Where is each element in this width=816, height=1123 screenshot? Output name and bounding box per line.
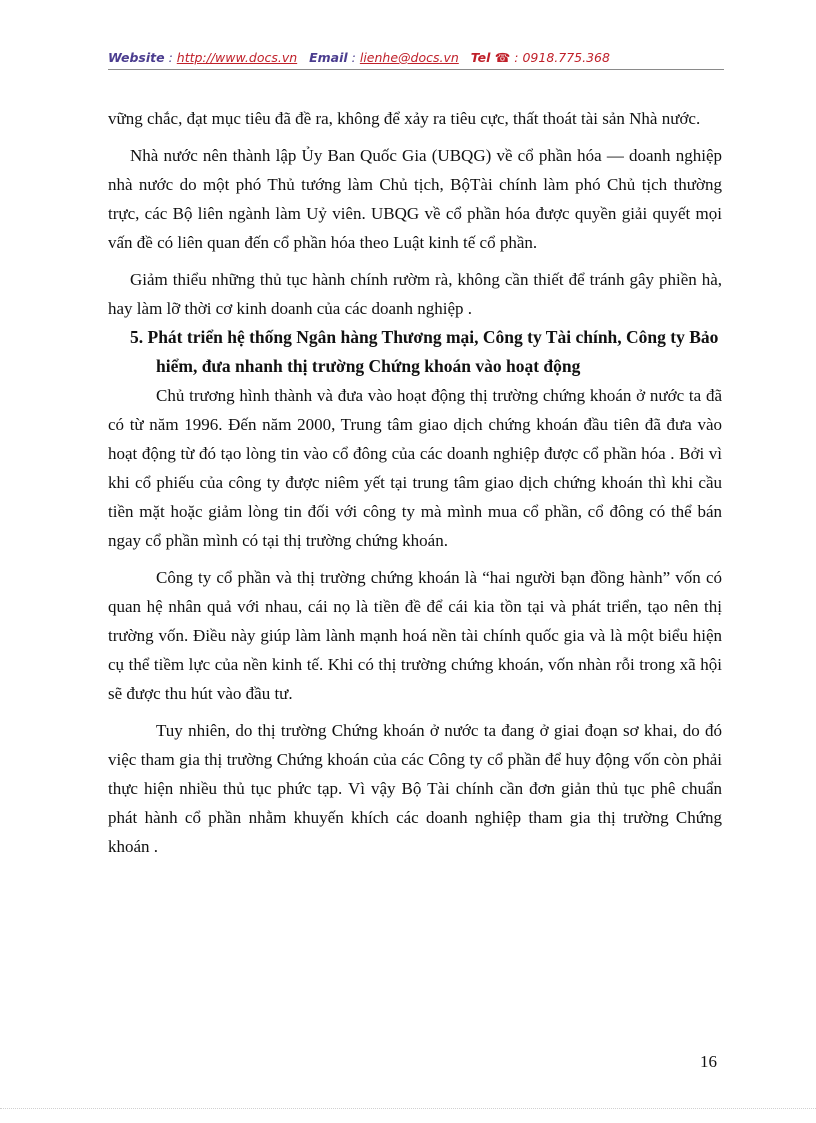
website-separator: : [164,50,177,65]
page-number: 16 [700,1052,717,1071]
page-bottom-border [0,1108,816,1109]
email-link[interactable]: lienhe@docs.vn [359,50,459,65]
page-header [108,50,724,70]
email-separator: : [347,50,360,65]
paragraph-stock-market: Chủ trương hình thành và đưa vào hoạt động thị trường chứng khoán ở nước ta đã có từ năm 1996. Đến năm 2000, Trung tâm giao dịch chứng khoán đầu tiên đã đưa vào hoạt động từ đó tạo lòng tin vào cổ đông của các doanh nghiệp được cổ phần hóa . Bởi vì khi cổ phiếu của công ty được niêm yết tại trung tâm giao dịch chứng khoán thì khi cầu tiền mặt hoặc giảm lòng tin đối với công ty mà mình mua cổ phần, cổ đông có thể bán ngay cổ phần mình có tại thị trường chứng khoán. [108,386,722,550]
email-label: Email [309,50,348,65]
document-body [108,104,722,861]
website-link[interactable]: http://www.docs.vn [176,50,298,65]
paragraph-ubqg: Nhà nước nên thành lập Ủy Ban Quốc Gia (UBQG) về cổ phần hóa — doanh nghiệp nhà nước do một phó Thủ tướng làm Chủ tịch, BộTài chính làm phó Chủ tịch thường trực, các Bộ liên ngành làm Uỷ viên. UBQG về cổ phần hóa được quyền giải quyết mọi vấn đề có liên quan đến cổ phần hóa theo Luật kinh tế cổ phần. [108,146,722,252]
paragraph-continuation: vững chắc, đạt mục tiêu đã đề ra, không để xảy ra tiêu cực, thất thoát tài sản Nhà nước. [108,109,701,128]
paragraph-companion: Công ty cổ phần và thị trường chứng khoán là “hai người bạn đồng hành” vốn có quan hệ nhân quả với nhau, cái nọ là tiền đề để cái kia tồn tại và phát triển, tạo nên thị trường vốn. Điều này giúp làm lành mạnh hoá nền tài chính quốc gia và là một biểu hiện cụ thể tiềm lực của nền kinh tế. Khi có thị trường chứng khoán, vốn nhàn rỗi trong xã hội sẽ được thu hút vào đầu tư. [108,568,722,703]
tel-label: Tel ☎ [470,50,511,65]
section-heading: 5. Phát triển hệ thống Ngân hàng Thương mại, Công ty Tài chính, Công ty Bảo hiểm, đưa nhanh thị trường Chứng khoán vào hoạt động [130,327,719,376]
paragraph-admin-procedures: Giảm thiểu những thủ tục hành chính rườm rà, không cần thiết để tránh gây phiền hà, hay làm lỡ thời cơ kinh doanh của các doanh nghiệp . [108,270,722,318]
website-label: Website [108,50,165,65]
tel-number: : 0918.775.368 [510,50,610,65]
paragraph-however: Tuy nhiên, do thị trường Chứng khoán ở nước ta đang ở giai đoạn sơ khai, do đó việc tham gia thị trường Chứng khoán của các Công ty cổ phần để huy động vốn còn phải thực hiện nhiều thủ tục phức tạp. Vì vậy Bộ Tài chính cần đơn giản thủ tục phê chuẩn phát hành cổ phần nhằm khuyến khích các doanh nghiệp tham gia thị trường Chứng khoán . [108,721,722,856]
header-divider [108,69,724,70]
